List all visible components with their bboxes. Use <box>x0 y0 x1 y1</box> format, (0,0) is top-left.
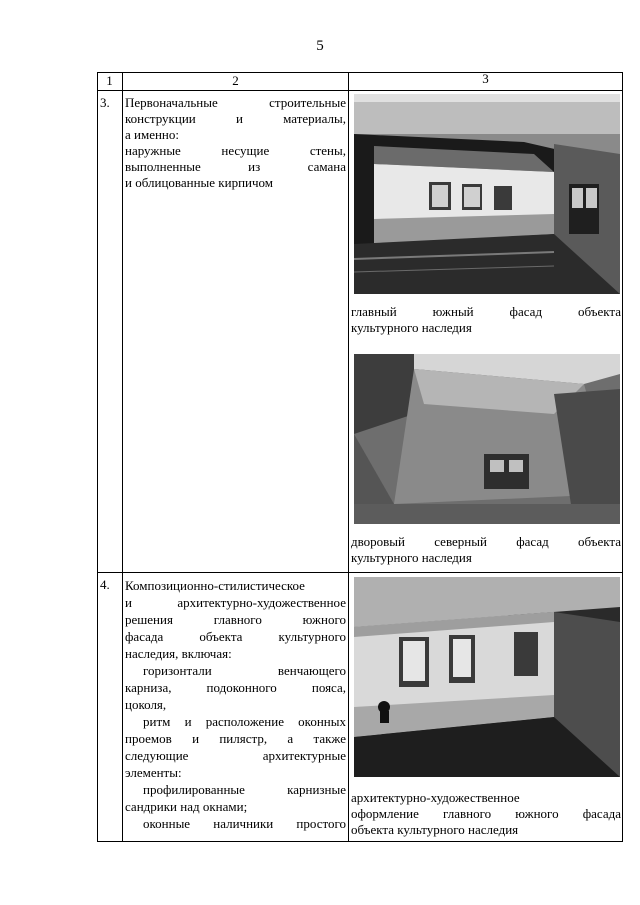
row-description <box>125 577 346 832</box>
description-line: Композиционно-стилистическое <box>125 578 305 593</box>
north-facade-caption <box>351 534 621 566</box>
description-line: и облицованные кирпичом <box>125 175 274 190</box>
description-line: карниза, подоконного пояса, <box>125 680 346 695</box>
description-line: проемов и пилястр, а также <box>125 731 346 746</box>
column-divider-2 <box>348 72 349 842</box>
header-col-3: 3 <box>482 71 489 86</box>
caption-line: главный южный фасад объекта <box>351 304 621 319</box>
description-line: фасада объекта культурного <box>125 629 346 644</box>
description-line: цоколя, <box>125 697 167 712</box>
header-divider <box>97 90 623 91</box>
page-number: 5 <box>316 38 324 54</box>
header-col-2: 2 <box>232 73 239 88</box>
row-number: 3. <box>100 95 110 110</box>
description-line: Первоначальные строительные <box>125 95 346 110</box>
caption-line: культурного наследия <box>351 320 472 335</box>
description-line: оконные наличники простого <box>143 816 346 831</box>
description-line: а именно: <box>125 127 179 142</box>
description-line: решения главного южного <box>125 612 346 627</box>
header-col-1: 1 <box>106 73 113 88</box>
table-border-bottom <box>97 841 623 842</box>
caption-line: объекта культурного наследия <box>351 822 519 837</box>
description-line: элементы: <box>125 765 182 780</box>
description-line: следующие архитектурные <box>125 748 346 763</box>
row-divider <box>97 572 623 573</box>
table-border-left <box>97 72 98 842</box>
column-divider-1 <box>122 72 123 842</box>
caption-line: оформление главного южного фасада <box>351 806 621 821</box>
table-border-right <box>622 72 623 842</box>
description-line: профилированные карнизные <box>143 782 346 797</box>
caption-line: культурного наследия <box>351 550 472 565</box>
row-number: 4. <box>100 577 110 592</box>
north-facade-photo <box>354 354 620 524</box>
south-facade-caption <box>351 304 621 336</box>
description-line: наружные несущие стены, <box>125 143 346 158</box>
south-facade-photo <box>354 94 620 294</box>
heritage-table <box>97 72 623 842</box>
description-line: ритм и расположение оконных <box>143 714 346 729</box>
caption-line: дворовый северный фасад объекта <box>351 534 621 549</box>
description-line: конструкции и материалы, <box>125 111 346 126</box>
caption-line: архитектурно-художественное <box>351 790 520 805</box>
description-line: и архитектурно-художественное <box>125 595 346 610</box>
description-line: наследия, включая: <box>125 646 232 661</box>
description-line: выполненные из самана <box>125 159 346 174</box>
south-facade-decor-caption <box>351 790 621 838</box>
south-facade-decor-photo <box>354 577 620 777</box>
row-description <box>125 95 346 191</box>
description-line: горизонтали венчающего <box>143 663 346 678</box>
description-line: сандрики над окнами; <box>125 799 248 814</box>
